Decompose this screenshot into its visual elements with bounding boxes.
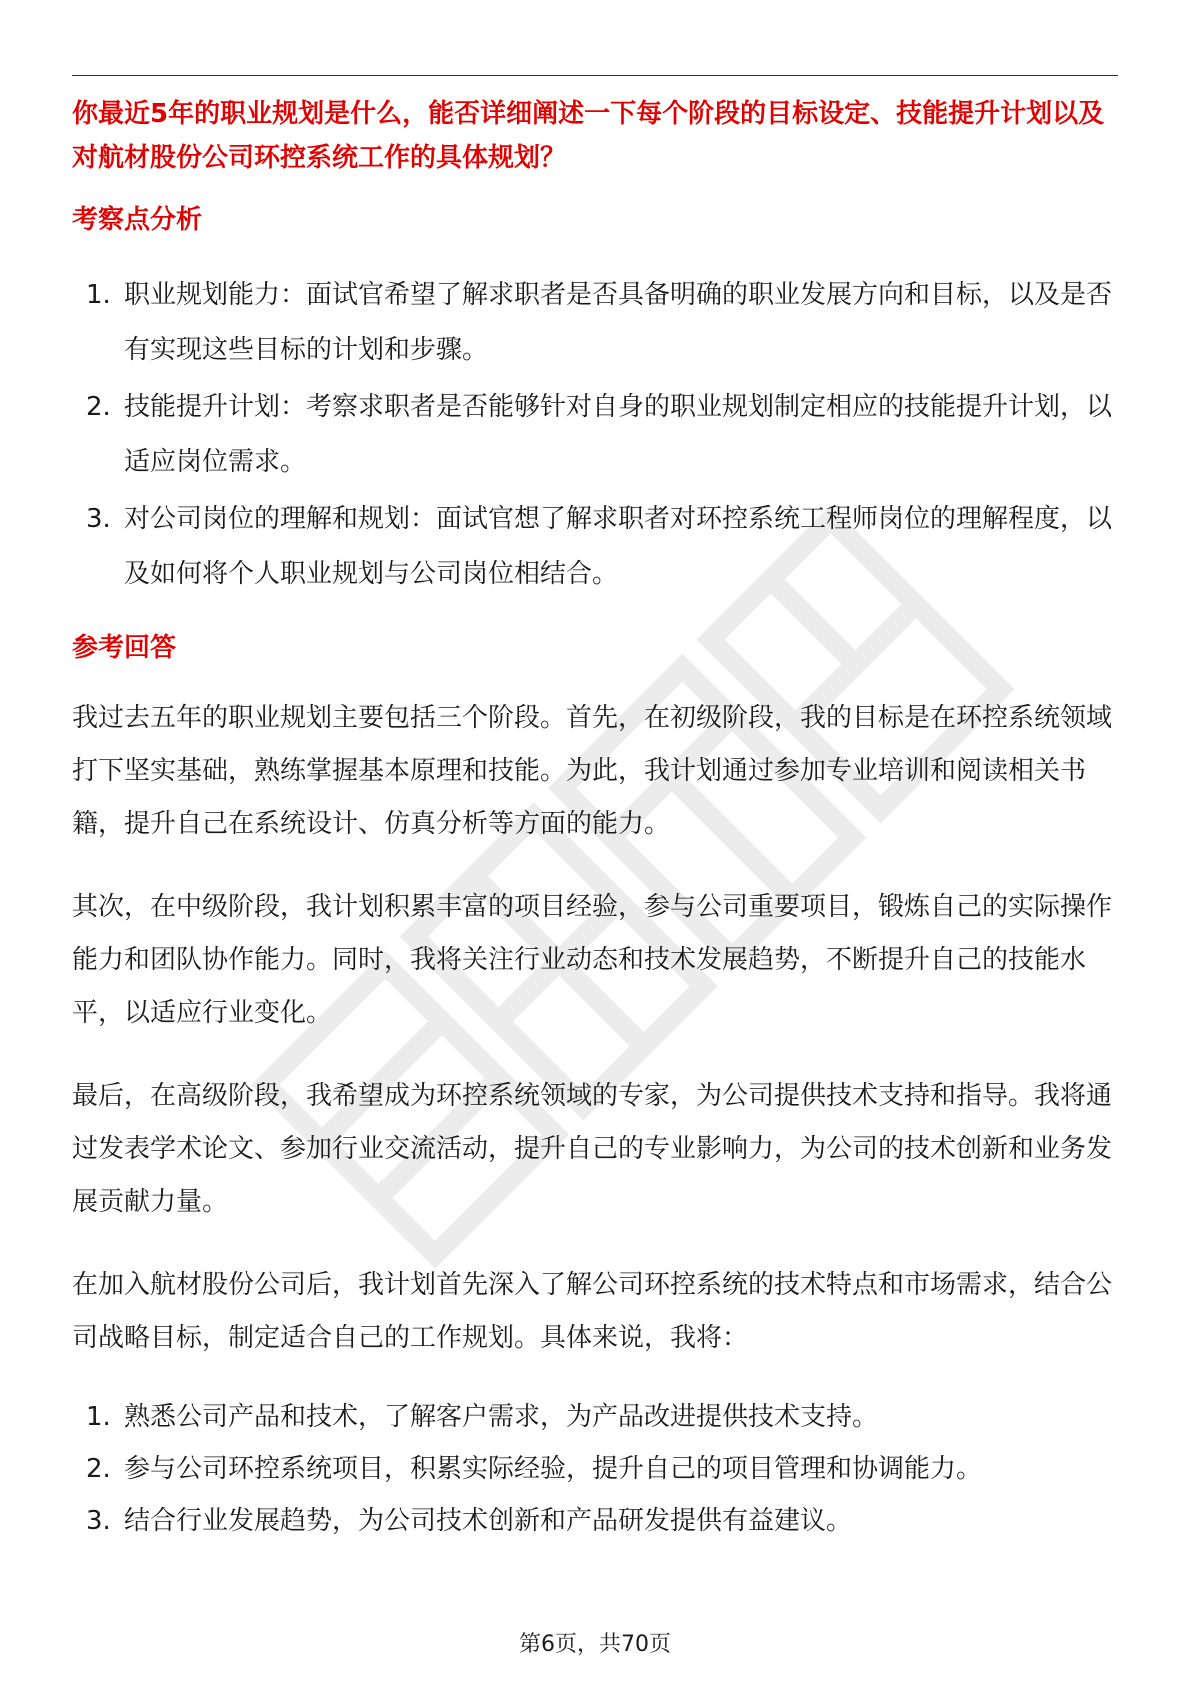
page-number: 第6页，共70页 [519,1632,671,1657]
list-item-text: 结合行业发展趋势，为公司技术创新和产品研发提供有益建议。 [124,1506,853,1536]
answer-paragraph: 最后，在高级阶段，我希望成为环控系统领域的专家，为公司提供技术支持和指导。我将通过发表学术论文、参加行业交流活动，提升自己的专业影响力，为公司的技术创新和业务发展贡献力量。 [72,1081,1113,1217]
list-item-number: 1. [86,1402,111,1432]
answer-paragraph: 其次，在中级阶段，我计划积累丰富的项目经验，参与公司重要项目，锻炼自己的实际操作能力和团队协作能力。同时，我将关注行业动态和技术发展趋势，不断提升自己的技能水平，以适应行业变化。 [72,892,1113,1028]
list-item-text: 对公司岗位的理解和规划：面试官想了解求职者对环控系统工程师岗位的理解程度，以及如何将个人职业规划与公司岗位相结合。 [124,504,1113,589]
analysis-list [72,268,1118,602]
list-item-number: 3. [86,1506,111,1536]
plan-list [72,1391,1118,1547]
answer-paragraph: 在加入航材股份公司后，我计划首先深入了解公司环控系统的技术特点和市场需求，结合公司战略目标，制定适合自己的工作规划。具体来说，我将： [72,1270,1113,1353]
list-item-number: 2. [86,1454,111,1484]
list-item-number: 1. [86,280,111,310]
answer-heading: 参考回答 [72,633,177,663]
main-content [72,92,1118,1547]
list-item [72,1443,1118,1495]
list-item [72,1495,1118,1547]
list-item-number: 2. [86,392,111,422]
top-rule [72,75,1118,76]
answer-paragraph: 我过去五年的职业规划主要包括三个阶段。首先，在初级阶段，我的目标是在环控系统领域打下坚实基础，熟练掌握基本原理和技能。为此，我计划通过参加专业培训和阅读相关书籍，提升自己在系统设计、仿真分析等方面的能力。 [72,703,1113,839]
list-item [72,1391,1118,1443]
list-item [72,268,1118,378]
list-item-number: 3. [86,504,111,534]
list-item [72,380,1118,490]
list-item [72,492,1118,602]
analysis-heading: 考察点分析 [72,205,203,235]
list-item-text: 熟悉公司产品和技术，了解客户需求，为产品改进提供技术支持。 [124,1402,879,1432]
list-item-text: 职业规划能力：面试官希望了解求职者是否具备明确的职业发展方向和目标，以及是否有实现这些目标的计划和步骤。 [124,280,1113,365]
list-item-text: 技能提升计划：考察求职者是否能够针对自身的职业规划制定相应的技能提升计划，以适应岗位需求。 [124,392,1113,477]
list-item-text: 参与公司环控系统项目，积累实际经验，提升自己的项目管理和协调能力。 [124,1454,983,1484]
question-title: 你最近5年的职业规划是什么，能否详细阐述一下每个阶段的目标设定、技能提升计划以及对航材股份公司环控系统工作的具体规划？ [72,99,1105,173]
